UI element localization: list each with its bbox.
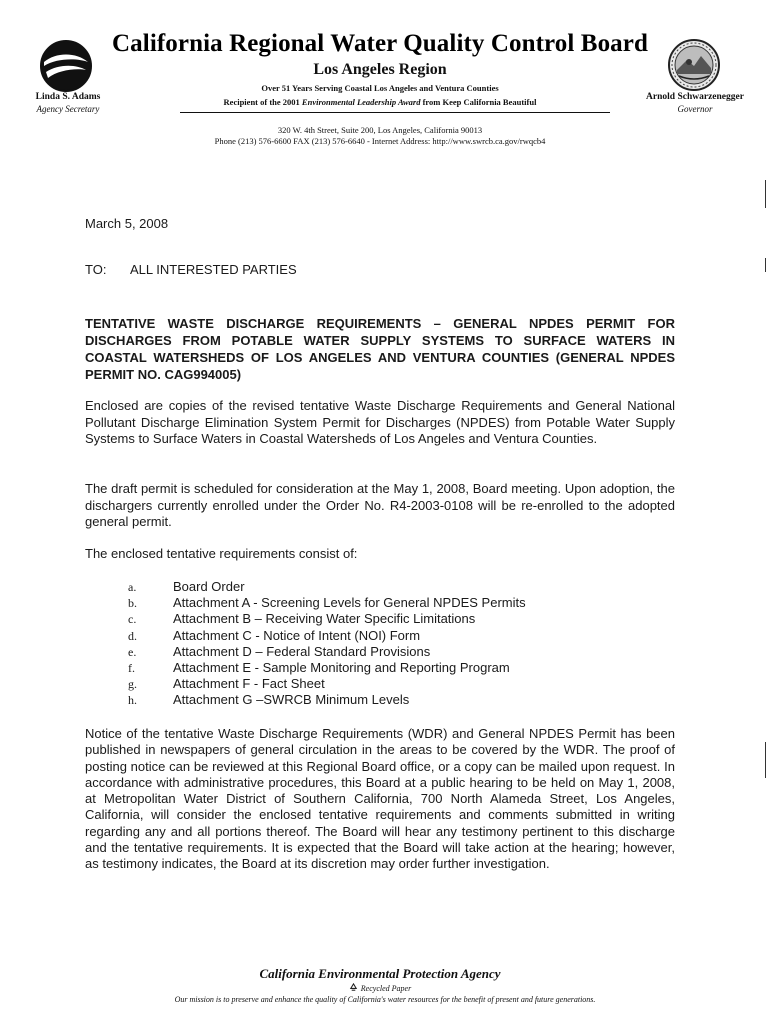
list-letter: g. [128, 677, 137, 692]
agency-secretary-title: Agency Secretary [36, 104, 100, 114]
scan-mark [765, 258, 766, 272]
tagline: Over 51 Years Serving Coastal Los Angeles and Ventura Counties [261, 83, 499, 93]
list-letter: a. [128, 580, 137, 594]
water-drop-logo-icon [38, 38, 94, 94]
list-item [128, 579, 628, 595]
list-item [128, 595, 628, 611]
recycle-icon [349, 983, 358, 992]
list-letter: d. [128, 628, 137, 643]
to-value: ALL INTERESTED PARTIES [130, 262, 297, 277]
paragraph-schedule: The draft permit is scheduled for consideration at the May 1, 2008, Board meeting. Upon adoption, the dischargers currently enrolled under the Order No. R4-2003-0108 will be re-enrolled to the adopted general permit. [85, 481, 675, 529]
list-item [128, 628, 628, 644]
list-item [128, 660, 628, 676]
award-line [100, 97, 660, 107]
list-text: Attachment A - Screening Levels for General NPDES Permits [173, 595, 526, 611]
list-letter: h. [128, 693, 137, 708]
list-text: Attachment C - Notice of Intent (NOI) Form [173, 627, 421, 643]
office-address: 320 W. 4th Street, Suite 200, Los Angeles, California 90013 [277, 125, 483, 135]
to-label: TO: [85, 262, 107, 277]
list-text: Attachment D – Federal Standard Provisions [173, 643, 431, 659]
agency-secretary-name: Linda S. Adams [35, 92, 101, 102]
list-text: Board Order [173, 579, 245, 594]
list-letter: b. [128, 596, 137, 611]
scan-mark [765, 742, 766, 778]
to-line [85, 262, 675, 279]
contact-line: Phone (213) 576-6600 FAX (213) 576-6640 - Internet Address: http://www.swrcb.ca.gov/rwqcb4 [214, 136, 546, 146]
header-divider [180, 112, 610, 113]
scan-mark [765, 180, 766, 208]
region-title: Los Angeles Region [313, 61, 447, 78]
letter-date: March 5, 2008 [85, 216, 169, 231]
paragraph-consist: The enclosed tentative requirements consist of: [85, 546, 358, 561]
list-letter: f. [128, 661, 135, 676]
enclosure-list [128, 579, 628, 709]
governor-title: Governor [677, 104, 713, 114]
paragraph-notice: Notice of the tentative Waste Discharge Requirements (WDR) and General NPDES Permit has been published in newspapers of general circulation in the areas to be covered by the WDR. The proof of posting notice can be reviewed at this Regional Board office, or a copy can be mailed upon request. In accordance with administrative procedures, this Board at a public hearing to be held on May 1, 2008, at Metropolitan Water District of Southern California, 700 North Alameda Street, Los Angeles, California, will consider the enclosed tentative requirements and comments submitted in writing regarding any and all portions thereof. The Board will hear any testimony pertinent to this discharge and the tentative requirements. It is expected that the Board will take action at the hearing; however, as testimony indicates, the Board at its discretion may order further investigation. [85, 726, 675, 872]
footer-agency: California Environmental Protection Agency [259, 966, 501, 981]
governor-name: Arnold Schwarzenegger [646, 92, 744, 102]
list-text: Attachment B – Receiving Water Specific Limitations [173, 611, 476, 627]
board-title: California Regional Water Quality Control Board [112, 30, 648, 57]
recycled-paper-text: Recycled Paper [360, 984, 412, 993]
subject-heading: TENTATIVE WASTE DISCHARGE REQUIREMENTS – GENERAL NPDES PERMIT FOR DISCHARGES FROM POTABLE WATER SUPPLY SYSTEMS TO SURFACE WATERS IN COASTAL WATERSHEDS OF LOS ANGELES AND VENTURA COUNTIES (GENERAL NPDES PERMIT NO. CAG994005) [85, 316, 675, 382]
state-seal-icon [667, 38, 721, 92]
list-item [128, 611, 628, 627]
list-item [128, 692, 628, 708]
award-name: Environmental Leadership Award [301, 97, 421, 107]
award-prefix: Recipient of the 2001 [223, 97, 302, 107]
list-item [128, 644, 628, 660]
paragraph-enclosed: Enclosed are copies of the revised tentative Waste Discharge Requirements and General National Pollutant Discharge Elimination System Permit for Discharges (NPDES) from Potable Water Supply Systems to Surface Waters in Coastal Watersheds of Los Angeles and Ventura Counties. [85, 398, 675, 446]
list-text: Attachment E - Sample Monitoring and Reporting Program [173, 660, 510, 676]
recycled-paper-line [100, 983, 660, 993]
mission-statement: Our mission is to preserve and enhance the quality of California's water resources for the benefit of present and future generations. [174, 995, 596, 1004]
list-item [128, 676, 628, 692]
award-suffix: from Keep California Beautiful [420, 97, 537, 107]
list-letter: e. [128, 644, 137, 659]
list-text: Attachment F - Fact Sheet [173, 676, 325, 692]
list-letter: c. [128, 612, 137, 627]
list-text: Attachment G –SWRCB Minimum Levels [173, 692, 410, 708]
